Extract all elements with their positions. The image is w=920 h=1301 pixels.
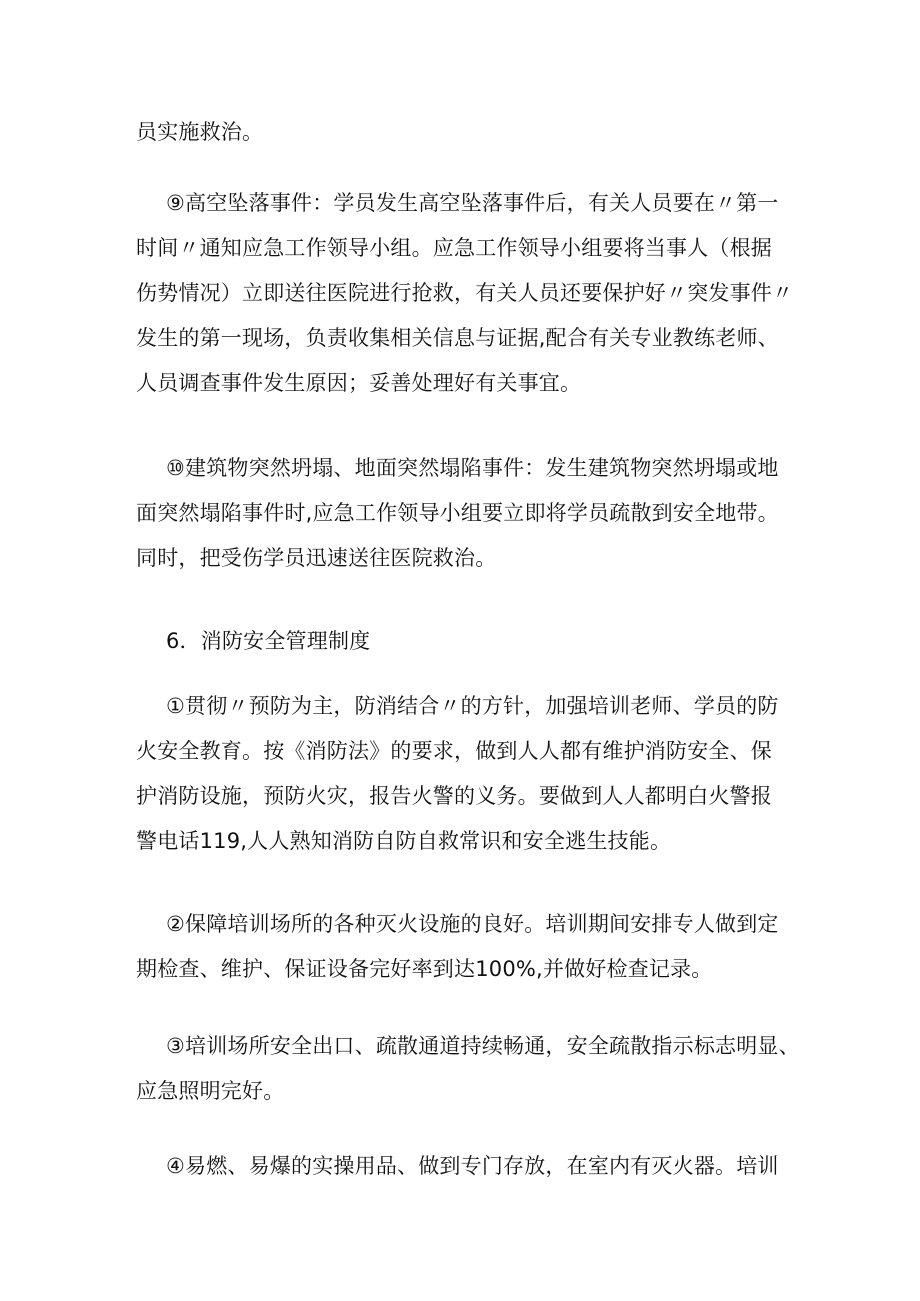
text-line: ②保障培训场所的各种灭火设施的良好。培训期间安排专人做到定 <box>166 912 779 936</box>
text-line: 发生的第一现场，负责收集相关信息与证据,配合有关专业教练老师、 <box>136 326 779 350</box>
text-line: 护消防设施，预防火灾，报告火警的义务。要做到人人都明白火警报 <box>136 784 772 808</box>
paragraph-fire-policy-3 <box>136 1024 800 1114</box>
text-line: 时间〃通知应急工作领导小组。应急工作领导小组要将当事人（根据 <box>136 236 772 260</box>
paragraph-fall-incident <box>136 181 800 406</box>
text-line: 员实施救治。 <box>136 120 264 144</box>
section-title: 6．消防安全管理制度 <box>166 629 371 653</box>
paragraph-continuation <box>136 110 800 155</box>
text-line: ③培训场所安全出口、疏散通道持续畅通，安全疏散指示标志明显、 <box>166 1034 800 1058</box>
text-line: ⑨高空坠落事件：学员发生高空坠落事件后，有关人员要在〃第一 <box>166 191 779 215</box>
paragraph-fire-policy-4 <box>136 1144 800 1189</box>
text-line: ④易燃、易爆的实操用品、做到专门存放，在室内有灭火器。培训 <box>166 1154 779 1178</box>
section-heading <box>136 619 800 664</box>
text-line: 应急照明完好。 <box>136 1079 285 1103</box>
text-line: 警电话119,人人熟知消防自防自救常识和安全逃生技能。 <box>136 829 672 853</box>
text-line: 火安全教育。按《消防法》的要求，做到人人都有维护消防安全、保 <box>136 739 772 763</box>
text-line: 伤势情况）立即送往医院进行抢救，有关人员还要保护好〃突发事件〃 <box>136 281 794 305</box>
text-line: 人员调查事件发生原因；妥善处理好有关事宜。 <box>136 371 582 395</box>
text-line: 同时，把受伤学员迅速送往医院救治。 <box>136 546 497 570</box>
paragraph-fire-policy-2 <box>136 902 800 992</box>
paragraph-fire-policy-1 <box>136 684 800 864</box>
text-line: ①贯彻〃预防为主，防消结合〃的方针，加强培训老师、学员的防 <box>166 694 779 718</box>
text-line: ⑩建筑物突然坍塌、地面突然塌陷事件：发生建筑物突然坍塌或地 <box>166 456 779 480</box>
paragraph-collapse-incident <box>136 446 800 581</box>
text-line: 面突然塌陷事件时,应急工作领导小组要立即将学员疏散到安全地带。 <box>136 501 779 525</box>
text-line: 期检查、维护、保证设备完好率到达100%,并做好检查记录。 <box>136 957 713 981</box>
